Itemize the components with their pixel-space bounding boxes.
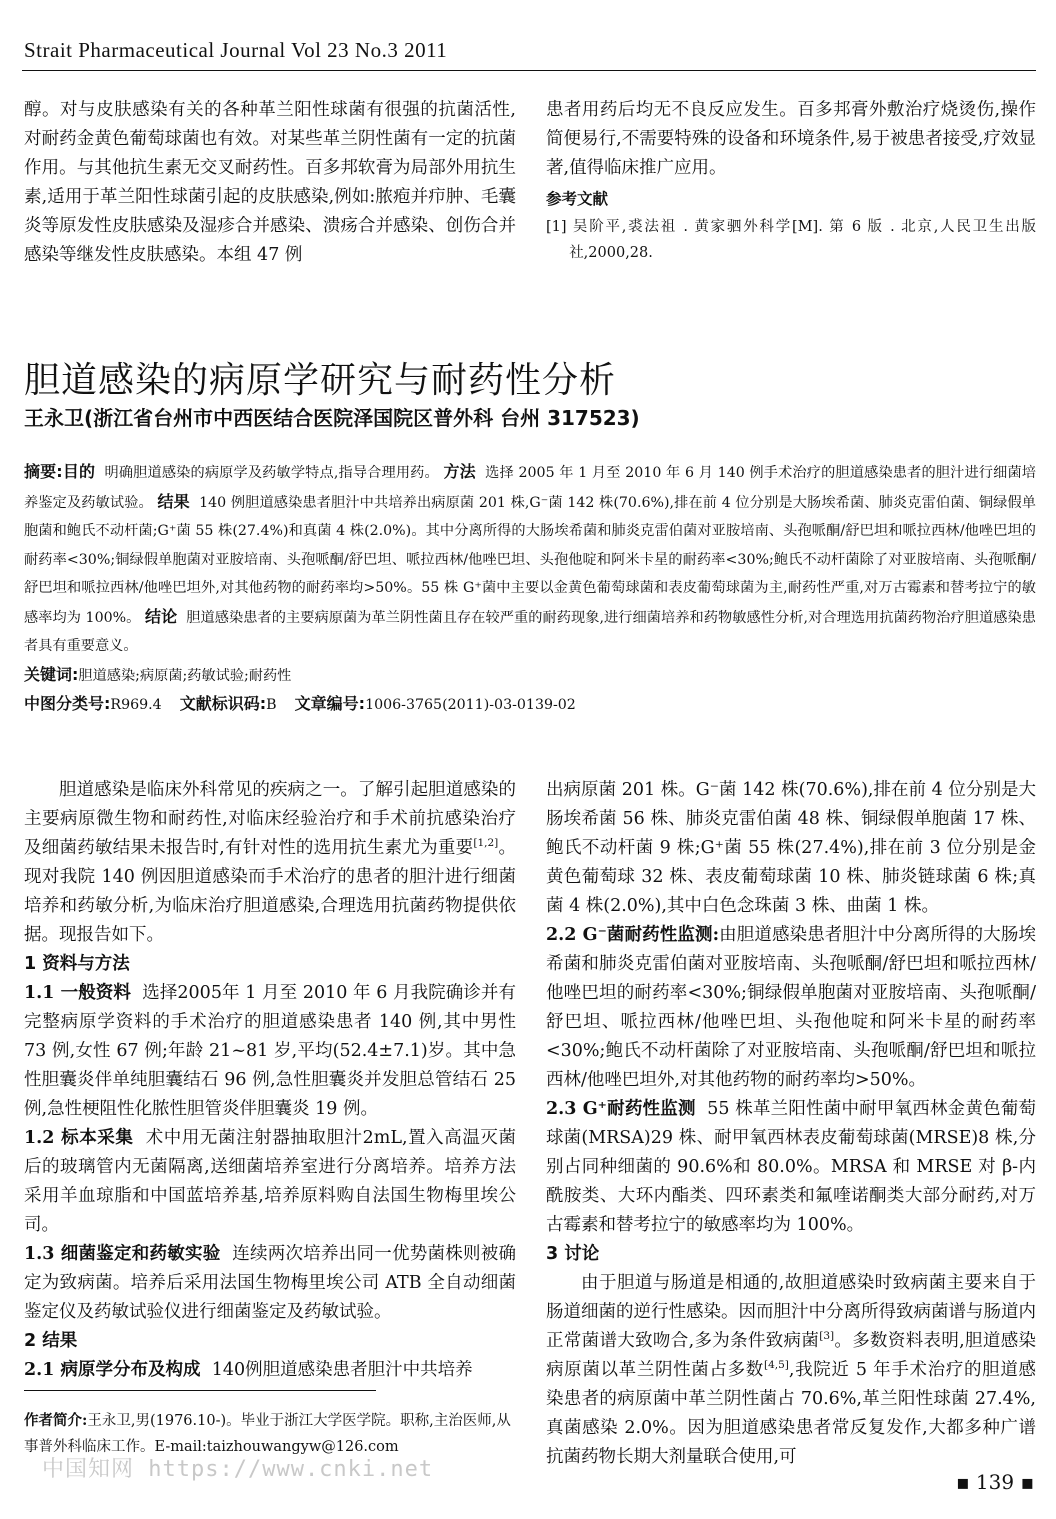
- abstract: [24, 458, 1036, 720]
- section-1-1-label: 1.1 一般资料: [24, 983, 131, 1003]
- article-title: 胆道感染的病原学研究与耐药性分析: [24, 360, 617, 401]
- article-no-value: 1006-3765(2011)-03-0139-02: [365, 697, 576, 713]
- class-value: R969.4: [110, 697, 162, 713]
- result-label: 结果: [157, 491, 190, 511]
- section-2-1-label: 2.1 病原学分布及构成: [24, 1360, 201, 1380]
- prev-article-left: [24, 96, 516, 270]
- section-1-heading: 1 资料与方法: [24, 954, 130, 974]
- footnote-label: 作者简介:: [24, 1412, 88, 1429]
- abstract-paragraph: [24, 458, 1036, 661]
- section-2-1: 2.1 病原学分布及构成 140例胆道感染患者胆汁中共培养: [24, 1360, 473, 1380]
- body-right-column: [546, 776, 1036, 1472]
- keywords-label: 关键词:: [24, 664, 79, 684]
- discussion-paragraph: 由于胆道与肠道是相通的,故胆道感染时致病菌主要来自于肠道细菌的逆行性感染。因而胆汁中分离所得致病菌谱与肠道内正常菌谱大致吻合,多为条件致病菌[3]。多数资料表明,胆道感染病原菌以革兰阴性菌占多数[4,5],我院近 5 年手术治疗的胆道感染患者的病原菌中革兰阴性菌占 70.6%,革兰阳性球菌 27.4%,真菌感染 2.0%。因为胆道感染患者常反复发作,大都多种广谱抗菌药物长期大剂量联合使用,可: [546, 1273, 1037, 1467]
- section-2-heading: 2 结果: [24, 1331, 78, 1351]
- section-1-1: 1.1 一般资料 选择2005年 1 月至 2010 年 6 月我院确诊并有完整病原学资料的手术治疗的胆道感染患者 140 例,其中男性 73 例,女性 67 例;年龄 21~81 岁,平均(52.4±7.1)岁。其中急性胆囊炎伴单纯胆囊结石 96 例,急性胆囊炎并发胆总管结石 25 例,急性梗阻性化脓性胆管炎伴胆囊炎 19 例。: [24, 983, 516, 1119]
- footnote-rule: [24, 1390, 376, 1391]
- doc-code-value: B: [266, 697, 277, 713]
- method-text: 选择 2005 年 1 月至 2010 年 6 月 140 例手术治疗的胆道感染患者的胆汁进行细菌培养鉴定及药敏试验。: [24, 465, 1036, 511]
- conclusion-label: 结论: [145, 606, 178, 626]
- journal-header: Strait Pharmaceutical Journal Vol 23 No.3 2011: [24, 38, 448, 62]
- section-1-2-label: 1.2 标本采集: [24, 1128, 134, 1148]
- section-2-2-label: 2.2 G⁻菌耐药性监测:: [546, 925, 720, 945]
- article-no-label: 文章编号:: [294, 694, 366, 713]
- page-number: ▪ 139 ▪: [956, 1470, 1034, 1494]
- conclusion-text: 胆道感染患者的主要病原菌为革兰阴性菌且存在较严重的耐药现象,进行细菌培养和药物敏感性分析,对合理选用抗菌药物治疗胆道感染患者具有重要意义。: [24, 609, 1036, 654]
- section-3-heading: 3 讨论: [546, 1244, 600, 1264]
- abstract-label: 摘要:: [24, 462, 63, 481]
- section-1-3: 1.3 细菌鉴定和药敏实验 连续两次培养出同一优势菌株则被确定为致病菌。培养后采用法国生物梅里埃公司 ATB 全自动细菌鉴定仪及药敏试验仪进行细菌鉴定及药敏试验。: [24, 1244, 516, 1322]
- results-continued: 出病原菌 201 株。G⁻菌 142 株(70.6%),排在前 4 位分别是大肠埃希菌 56 株、肺炎克雷伯菌 48 株、铜绿假单胞菌 17 株、鲍氏不动杆菌 9 株;G⁺菌 55 株(27.4%),排在前 3 位分别是金黄色葡萄球 32 株、表皮葡萄球菌 10 株、肺炎链球菌 6 株;真菌 4 株(2.0%),其中白色念珠菌 3 株、曲菌 1 株。: [546, 780, 1036, 916]
- keywords-text: 胆道感染;病原菌;药敏试验;耐药性: [78, 667, 292, 684]
- citation-4-5: [4,5]: [763, 1359, 789, 1372]
- cnki-watermark: 中国知网 https://www.cnki.net: [42, 1457, 434, 1482]
- keywords-line: [24, 661, 1036, 691]
- prev-article-right: [546, 96, 1036, 266]
- prev-article-right-text: 患者用药后均无不良反应发生。百多邦膏外敷治疗烧烫伤,操作简便易行,不需要特殊的设备和环境条件,易于被患者接受,疗效显著,值得临床推广应用。: [546, 100, 1036, 178]
- purpose-text: 明确胆道感染的病原学及药敏学特点,指导合理用药。: [104, 465, 439, 481]
- references-heading: 参考文献: [546, 190, 609, 208]
- reference-1: [1] 吴阶平,裘法祖 . 黄家驷外科学[M]. 第 6 版 . 北京,人民卫生出版社,2000,28.: [546, 219, 1036, 261]
- article-author: 王永卫(浙江省台州市中西医结合医院泽国院区普外科 台州 317523): [24, 406, 640, 430]
- intro-paragraph: 胆道感染是临床外科常见的疾病之一。了解引起胆道感染的主要病原微生物和耐药性,对临床经验治疗和手术前抗感染治疗及细菌药敏结果未报告时,有针对性的选用抗生素尤为重要[1,2]。现对我院 140 例因胆道感染而手术治疗的患者的胆汁进行细菌培养和药敏分析,为临床治疗胆道感染,合理选用抗菌药物提供依据。现报告如下。: [24, 780, 517, 945]
- citation-1-2: [1,2]: [473, 837, 499, 850]
- result-text: 140 例胆道感染患者胆汁中共培养出病原菌 201 株,G⁻菌 142 株(70.6%),排在前 4 位分别是大肠埃希菌、肺炎克雷伯菌、铜绿假单胞菌和鲍氏不动杆菌;G⁺菌 55 株(27.4%)和真菌 4 株(2.0%)。其中分离所得的大肠埃希菌和肺炎克雷伯菌对亚胺培南、头孢哌酮/舒巴坦和哌拉西林/他唑巴坦的耐药率<30%;铜绿假单胞菌对亚胺培南、头孢哌酮/舒巴坦、哌拉西林/他唑巴坦、头孢他啶和阿米卡星的耐药率<30%;鲍氏不动杆菌除了对亚胺培南、头孢哌酮/舒巴坦和哌拉西林/他唑巴坦外,对其他药物的耐药率均>50%。55 株 G⁺菌中主要以金黄色葡萄球菌和表皮葡萄球菌为主,耐药性严重,对万古霉素和替考拉宁的敏感率均为 100%。: [24, 494, 1036, 626]
- section-2-3-label: 2.3 G⁺耐药性监测: [546, 1099, 696, 1119]
- classification-line: [24, 690, 1036, 720]
- header-rule: [22, 70, 1036, 71]
- citation-3: [3]: [819, 1330, 835, 1343]
- doc-code-label: 文献标识码:: [179, 694, 267, 713]
- section-1-3-label: 1.3 细菌鉴定和药敏实验: [24, 1244, 221, 1264]
- class-label: 中图分类号:: [24, 694, 111, 713]
- section-1-2: 1.2 标本采集 术中用无菌注射器抽取胆汁2mL,置入高温灭菌后的玻璃管内无菌隔离,送细菌培养室进行分离培养。培养方法采用羊血琼脂和中国蓝培养基,培养原料购自法国生物梅里埃公司。: [24, 1128, 516, 1235]
- section-2-2: 2.2 G⁻菌耐药性监测:由胆道感染患者胆汁中分离所得的大肠埃希菌和肺炎克雷伯菌对亚胺培南、头孢哌酮/舒巴坦和哌拉西林/他唑巴坦的耐药率<30%;铜绿假单胞菌对亚胺培南、头孢哌酮/舒巴坦、哌拉西林/他唑巴坦、头孢他啶和阿米卡星的耐药率<30%;鲍氏不动杆菌除了对亚胺培南、头孢哌酮/舒巴坦和哌拉西林/他唑巴坦外,对其他药物的耐药率均>50%。: [546, 925, 1036, 1090]
- prev-article-left-text: 醇。对与皮肤感染有关的各种革兰阳性球菌有很强的抗菌活性,对耐药金黄色葡萄球菌也有效。对某些革兰阴性菌有一定的抗菌作用。与其他抗生素无交叉耐药性。百多邦软膏为局部外用抗生素,适用于革兰阳性球菌引起的皮肤感染,例如:脓疱并疖肿、毛囊炎等原发性皮肤感染及湿疹合并感染、溃疡合并感染、创伤合并感染等继发性皮肤感染。本组 47 例: [24, 100, 516, 265]
- section-2-3: 2.3 G⁺耐药性监测 55 株革兰阳性菌中耐甲氧西林金黄色葡萄球菌(MRSA)29 株、耐甲氧西林表皮葡萄球菌(MRSE)8 株,分别占同种细菌的 90.6%和 80.0%。MRSA 和 MRSE 对 β-内酰胺类、大环内酯类、四环素类和氟喹诺酮类大部分耐药,对万古霉素和替考拉宁的敏感率均为 100%。: [546, 1099, 1036, 1235]
- purpose-label: 目的: [62, 462, 96, 481]
- footnote-text: 王永卫,男(1976.10-)。毕业于浙江大学医学院。职称,主治医师,从事普外科临床工作。E-mail:taizhouwangyw@126.com: [24, 1413, 511, 1455]
- method-label: 方法: [443, 462, 476, 481]
- body-left-column: [24, 776, 516, 1385]
